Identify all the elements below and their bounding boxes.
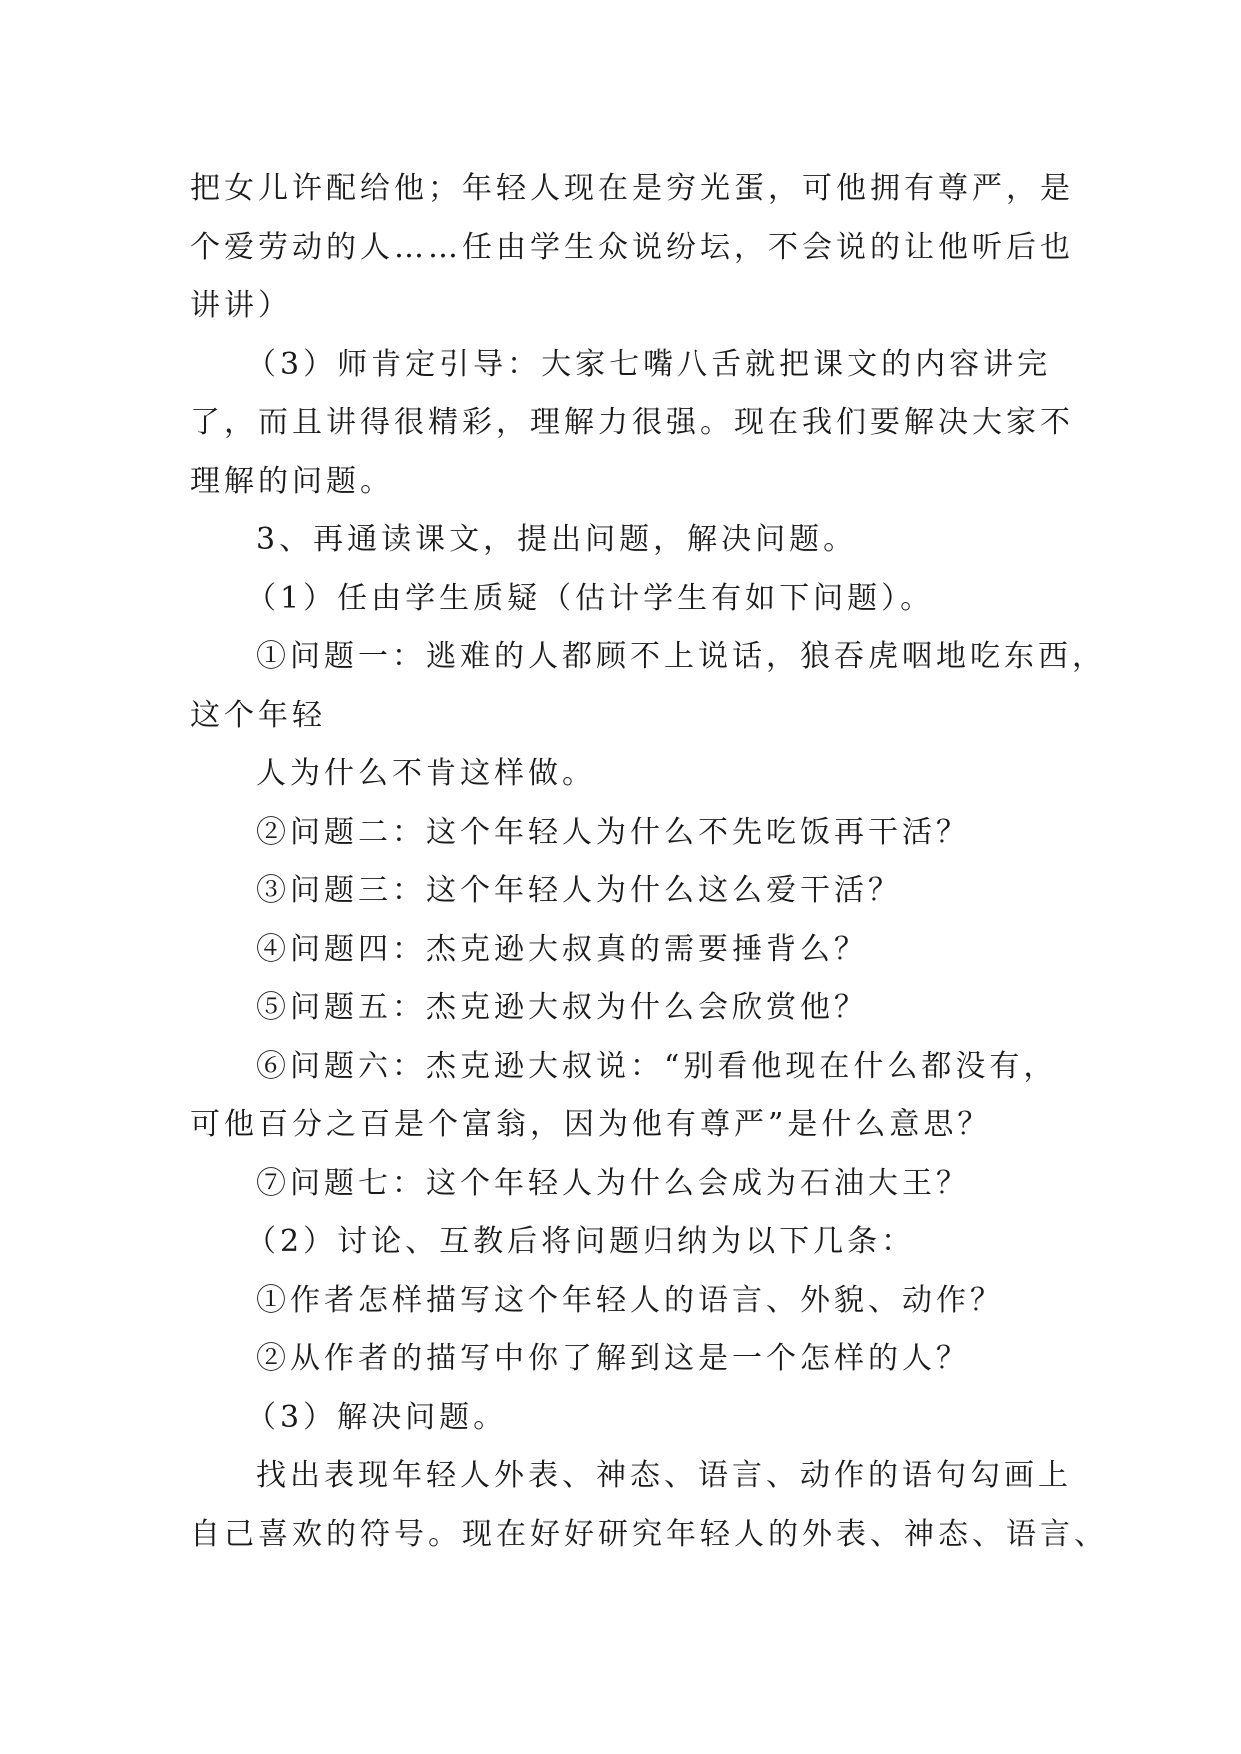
text-line: 了，而且讲得很精彩，理解力很强。现在我们要解决大家不	[190, 405, 1074, 440]
text-line: ⑤问题五：杰克逊大叔为什么会欣赏他？	[256, 990, 868, 1025]
text-line: ⑦问题七：这个年轻人为什么会成为石油大王？	[256, 1165, 970, 1201]
text-line: ②从作者的描写中你了解到这是一个怎样的人？	[256, 1341, 970, 1376]
text-line: 可他百分之百是个富翁，因为他有尊严”是什么意思？	[190, 1107, 992, 1142]
text-line: ③问题三：这个年轻人为什么这么爱干活？	[256, 873, 902, 908]
text-line: 3、再通读课文，提出问题，解决问题。	[256, 522, 858, 557]
text-line: 个爱劳动的人……任由学生众说纷坛，不会说的让他听后也	[190, 229, 1074, 265]
text-line: （3）师肯定引导：大家七嘴八舌就把课文的内容讲完	[246, 346, 1052, 382]
text-line: 讲讲）	[190, 288, 292, 323]
text-line: 自己喜欢的符号。现在好好研究年轻人的外表、神态、语言、	[190, 1516, 1108, 1552]
text-line: 理解的问题。	[190, 463, 394, 499]
document-body	[190, 160, 1108, 1564]
text-line: （2）讨论、互教后将问题归纳为以下几条：	[246, 1224, 916, 1259]
text-line: ②问题二：这个年轻人为什么不先吃饭再干活？	[256, 814, 970, 850]
text-line: （3）解决问题。	[246, 1399, 508, 1435]
text-line: ①问题一：逃难的人都顾不上说话，狼吞虎咽地吃东西，	[256, 639, 1106, 674]
text-line: 找出表现年轻人外表、神态、语言、动作的语句勾画上	[256, 1458, 1072, 1493]
text-line: ④问题四：杰克逊大叔真的需要捶背么？	[256, 931, 868, 967]
text-line: ⑥问题六：杰克逊大叔说：“别看他现在什么都没有，	[256, 1048, 1058, 1084]
text-line: 把女儿许配给他；年轻人现在是穷光蛋，可他拥有尊严，是	[190, 171, 1074, 206]
text-line: 这个年轻	[190, 697, 326, 733]
text-line: ①作者怎样描写这个年轻人的语言、外貌、动作？	[256, 1282, 1004, 1318]
text-line: 人为什么不肯这样做。	[256, 756, 596, 791]
text-line: （1）任由学生质疑（估计学生有如下问题）。	[246, 580, 935, 616]
